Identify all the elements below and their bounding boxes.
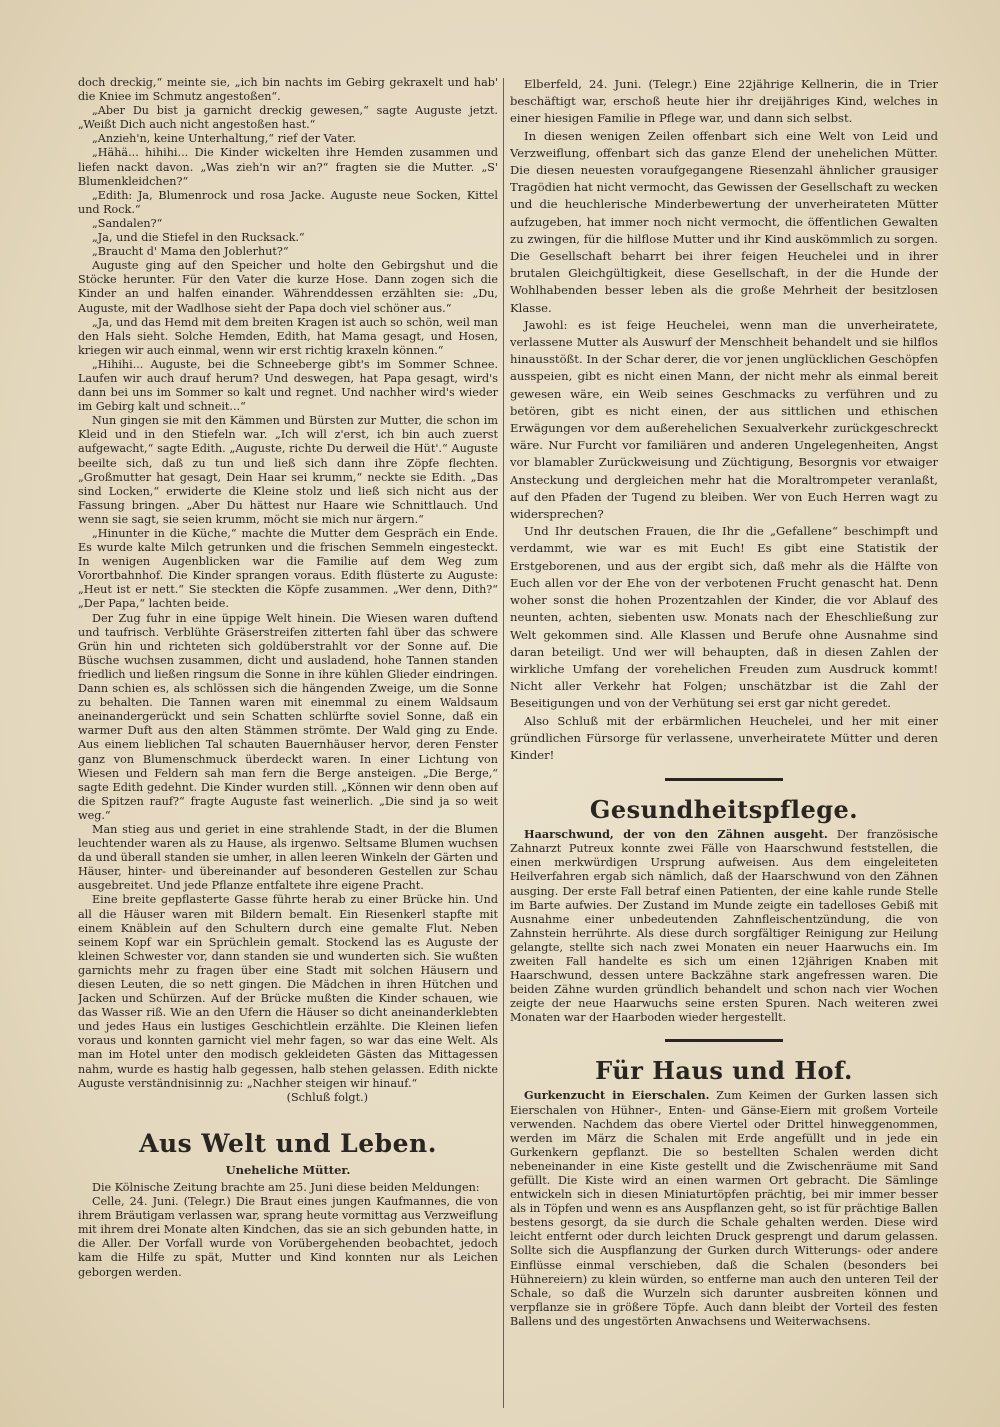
article-paragraph: Also Schluß mit der erbärmlichen Heuchelei, und her mit einer gründlichen Fürsorge für verlassene, unverheiratete Mütter und deren Kinder! [510,713,938,762]
right-column [510,76,938,1411]
section-subtitle: Uneheliche Mütter. [225,1162,351,1177]
health-text: Der französische Zahnarzt Putreux konnte zwei Fälle von Haarschwund feststellen, die einen merkwürdigen Ursprung aufweisen. Aus dem eingeleiteten Heilverfahren ergab sich nämlich, daß der Haarschwund von den Zähnen ausging. Der erste Fall betraf einen Patienten, der eine kahle runde Stelle im Barte aufwies. Der Zustand im Munde zeigte ein tadelloses Gebiß mit Ausnahme einer unbedeutenden Zahnfleischentzündung, die von Zahnstein herrührte. Als diese durch sorgfältiger Reinigung zur Heilung gelangte, stellte sich nach zwei Monaten ein neuer Haarwuchs ein. Im zweiten Fall handelte es sich um einen 12jährigen Knaben mit Haarschwund, dessen untere Backzähne stark angefressen waren. Die beiden Zähne wurden gründlich behandelt und schon nach vier Wochen zeigte der neue Haarwuchs seine ersten Spuren. Nach weiteren zwei Monaten war der Haarboden wieder hergestellt. [510,828,938,1025]
section-title-haus-und-hof: Für Haus und Hof. [595,1056,853,1086]
story-paragraph: Auguste ging auf den Speicher und holte den Gebirgshut und die Stöcke herunter. Für den Vater die kurze Hose. Dann zogen sich die Kinder an und halfen einander. Währenddessen erzählten sie: „Du, Auguste, mit der Wadlhose sieht der Papa doch viel schöner aus.“ [78,259,498,315]
home-text: Zum Keimen der Gurken lassen sich Eierschalen von Hühner-, Enten- und Gänse-Eiern mit großem Vorteile verwenden. Nachdem das obere Viertel oder Drittel hinweggenommen, werden im März die Schalen mit Erde angefüllt und in jede ein Gurkenkern gepflanzt. Die so bestellten Schalen werden dicht nebeneinander in eine Kiste gestellt und die Zwischenräume mit Sand gefüllt. Die Kiste wird an einen warmen Ort gebracht. Die Sämlinge entwickeln sich in diesen Miniaturtöpfen prächtig, bei mir immer besser als in Töpfen und wenn es ans Auspflanzen geht, so ist für prächtige Ballen bestens gesorgt, da sie durch die Schale gehalten werden. Diese wird leicht entfernt oder durch leichten Druck gesprengt und darum gelassen. Sollte sich die Auspflanzung der Gurken durch Witterungs- oder andere Einflüsse einmal verschieben, daß die Schalen (besonders bei Hühnereiern) zu klein würden, so entferne man auch den unteren Teil der Schale, so daß die Wurzeln sich darunter ausbreiten können und verpflanze sie in größere Töpfe. Auch dann bleibt der Vorteil des festen Ballens und des ungestörten Anwachsens und Weiterwachsens. [510,1089,938,1328]
story-paragraph: „Sandalen?“ [92,216,163,230]
article-paragraph: Elberfeld, 24. Juni. (Telegr.) Eine 22jährige Kellnerin, die in Trier beschäftigt war, erschoß heute hier ihr dreijähriges Kind, welches in einer hiesigen Familie in Pflege war, und dann sich selbst. [510,77,938,126]
story-paragraph: doch dreckig,“ meinte sie, „ich bin nachts im Gebirg gekraxelt und hab' die Kniee im Schmutz angestoßen“. [78,76,498,104]
health-lead: Haarschwund, der von den Zähnen ausgeht. [524,827,828,842]
section-paragraph: Die Kölnische Zeitung brachte am 25. Juni diese beiden Meldungen: [92,1180,480,1194]
section-title-welt-und-leben: Aus Welt und Leben. [139,1128,437,1158]
story-paragraph: „Hihihi... Auguste, bei die Schneeberge gibt's im Sommer Schnee. Laufen wir auch drauf herum? Und deswegen, hat Papa gesagt, wird's dann bei uns im Sommer so kalt und regnet. Und nachher wird's wieder im Gebirg kalt und schneit...“ [78,357,498,414]
article-paragraph: In diesen wenigen Zeilen offenbart sich eine Welt von Leid und Verzweiflung, offenbart sich das ganze Elend der unehelichen Mütter. Die diesen neuesten voraufgegangene Riesenzahl ähnlicher grausiger Tragödien hat nicht vermocht, das Gewissen der Gesellschaft zu wecken und die heuchlerische Minderbewertung der unverheirateten Mütter aufzugeben, hat immer noch nicht vermocht, die öffentlichen Gewalten zu zwingen, für die hilflose Mutter und ihr Kind auskömmlich zu sorgen. Die Gesellschaft beharrt bei ihrer feigen Heuchelei und in ihrer brutalen Gleichgültigkeit, diese Gesellschaft, in der die Hunde der Wohlhabenden besser leben als die große Mehrheit der besitzlosen Klasse. [510,128,938,315]
section-separator [665,778,783,781]
story-paragraph: Der Zug fuhr in eine üppige Welt hinein. Die Wiesen waren duftend und taufrisch. Verblühte Gräserstreifen zitterten fahl über das schwere Grün hin und richteten sich goldüberstrahlt vor der Sonne auf. Die Büsche wuchsen zusammen, dicht und ausladend, hohe Tannen standen friedlich und ließen ringsum die Sonne in ihre kühlen Glieder eindringen. Dann schien es, als schlössen sich die hängenden Zweige, um die Sonne zu behalten. Die Tannen waren mit einemmal zu einem Waldsaum aneinandergerückt und sein Schatten schlürfte soviel Sonne, daß ein warmer Duft aus den alten Stämmen strömte. Der Wald ging zu Ende. Aus einem lieblichen Tal schauten Bauernhäuser hervor, deren Fenster ganz von Blumenschmuck überdeckt waren. In einer Lichtung von Wiesen und Feldern sah man fern die Berge ansteigen. „Die Berge,“ sagte Edith gedehnt. Die Kinder wurden still. „Können wir denn oben auf die Spitzen rauf?“ fragte Auguste fast weinerlich. „Die sind ja so weit weg.“ [78,611,498,822]
health-section [510,827,938,1025]
left-column [78,76,498,1411]
home-lead: Gurkenzucht in Eierschalen. [524,1088,710,1103]
home-section [510,1088,938,1329]
story-paragraph: „Hähä... hihihi... Die Kinder wickelten ihre Hemden zusammen und liefen nackt davon. „Was zieh'n wir an?“ fragten sie die Mutter. „S' Blumenkleidchen?“ [78,146,498,188]
story-continuation-note: (Schluß folgt.) [286,1090,368,1104]
story-paragraph: „Ja, und das Hemd mit dem breiten Kragen ist auch so schön, weil man den Hals sieht. Solche Hemden, Edith, hat Mama gesagt, und Hosen, kriegen wir auch einmal, wenn wir erst richtig kraxeln können.“ [78,315,498,357]
story-paragraph: „Aber Du bist ja garnicht dreckig gewesen,“ sagte Auguste jetzt. „Weißt Dich auch nicht angestoßen hast.“ [78,104,498,132]
section-paragraph: Celle, 24. Juni. (Telegr.) Die Braut eines jungen Kaufmannes, die von ihrem Bräutigam verlassen war, sprang heute vormittag aus Verzweiflung mit ihrem drei Monate alten Kindchen, das sie an sich gebunden hatte, in die Aller. Der Vorfall wurde von Vorübergehenden beobachtet, jedoch kam die Hilfe zu spät, Mutter und Kind konnten nur als Leichen geborgen werden. [78,1195,498,1279]
story-paragraph: Eine breite gepflasterte Gasse führte herab zu einer Brücke hin. Und all die Häuser waren mit Bildern bemalt. Ein Riesenkerl stapfte mit einem Knäblein auf den Schultern durch eine gemalte Flut. Neben seinem Kopf war ein Sprüchlein gemalt. Stockend las es Auguste der kleinen Schwester vor, dann standen sie und wunderten sich. Sie wußten garnichts mehr zu fragen über eine Stadt mit solchen Häusern und diesen Leuten, die so nett gingen. Die Mädchen in ihren Hütchen und Jacken und Schürzen. Auf der Brücke mußten die Kinder schauen, wie das Wasser riß. Wie an den Ufern die Häuser so dicht aneinanderklebten und jedes Haus ein lustiges Geschichtlein erzählte. Die Kleinen liefen voraus und konnten garnicht viel mehr fagen, so war das eine Welt. Als man im Hotel unter den modisch gekleideten Gästen das Mittagessen nahm, wurde es hastig halb gegessen, halb stehen gelassen. Edith nickte Auguste verständnisinnig zu: „Nachher steigen wir hinauf.“ [78,893,498,1090]
story-paragraph: „Hinunter in die Küche,“ machte die Mutter dem Gespräch ein Ende. Es wurde kalte Milch getrunken und die frischen Semmeln eingesteckt. In wenigen Augenblicken war die Familie auf dem Weg zum Vorortbahnhof. Die Kinder sprangen voraus. Edith flüsterte zu Auguste: „Heut ist er nett.“ Sie steckten die Köpfe zusammen. „Wer denn, Dith?“ „Der Papa,“ lachten beide. [78,527,498,611]
story-paragraph: „Edith: Ja, Blumenrock und rosa Jacke. Auguste neue Socken, Kittel und Rock.“ [78,188,498,216]
story-paragraph: „Anzieh'n, keine Unterhaltung,“ rief der Vater. [92,132,357,146]
story-paragraph: „Ja, und die Stiefel in den Rucksack.“ [92,231,305,245]
article-paragraph: Und Ihr deutschen Frauen, die Ihr die „Gefallene“ beschimpft und verdammt, wie war es mit Euch! Es gibt eine Statistik der Erstgeborenen, und aus der ergibt sich, daß mehr als die Hälfte von Euch allen vor der Ehe von der verbotenen Frucht genascht hat. Denn woher sonst die hohen Prozentzahlen der Kinder, die vor Ablauf des neunten, achten, siebenten usw. Monats nach der Eheschließung zur Welt gekommen sind. Alle Klassen und Berufe ohne Ausnahme sind daran beteiligt. Und wer will behaupten, daß in diesen Zahlen der wirkliche Umfang der vorehelichen Freuden zum Ausdruck kommt! Nicht aller Verkehr hat Folgen; unschätzbar ist die Zahl der Beseitigungen und von der Verhütung sei erst gar nicht geredet. [510,524,938,711]
section-separator [665,1039,783,1042]
section-title-gesundheitspflege: Gesundheitspflege. [589,795,859,825]
story-paragraph: Man stieg aus und geriet in eine strahlende Stadt, in der die Blumen leuchtender waren als zu Hause, als irgenwo. Seltsame Blumen wuchsen da und überall standen sie umher, in allen leeren Winkeln der Gärten und Häuser, hinter- und übereinander auf besonderen Gestellen zur Schau ausgebreitet. Und jede Pflanze entfaltete ihre eigene Pracht. [78,822,498,893]
article-paragraph: Jawohl: es ist feige Heuchelei, wenn man die unverheiratete, verlassene Mutter als Auswurf der Menschheit behandelt und sie hilflos hinausstößt. In der Schar derer, die vor jenen unglücklichen Geschöpfen ausspeien, gibt es nicht einen Mann, der nicht mehr als einmal bereit gewesen wäre, ein Weib seines Geschmacks zu verführen und zu betören, gibt es nicht einen, der aus sittlichen und ethischen Erwägungen vor dem außerehelichen Sexualverkehr zurückgeschreckt wäre. Nur Furcht vor familiären und anderen Ungelegenheiten, Angst vor blamabler Zurückweisung und Züchtigung, Besorgnis vor etwaiger Ansteckung und dergleichen mehr hat die Moraltrompeter veranlaßt, auf den Pfaden der Tugend zu bleiben. Wer von Euch Herren wagt zu widersprechen? [510,317,938,522]
column-divider [503,78,504,1408]
story-paragraph: „Braucht d' Mama den Joblerhut?“ [92,245,289,259]
story-paragraph: Nun gingen sie mit den Kämmen und Bürsten zur Mutter, die schon im Kleid und in den Stiefeln war. „Ich will z'erst, ich bin auch zuerst aufgewacht,“ sagte Edith. „Auguste, richte Du derweil die Hüt'.“ Auguste beeilte sich, daß zu tun und ließ sich dann ihre Zöpfe flechten. „Großmutter hat gesagt, Dein Haar sei krumm,“ neckte sie Edith. „Das sind Locken,“ erwiderte die Kleine stolz und ließ sich nicht aus der Fassung bringen. „Aber Du hättest nur Haare wie Schnittlauch. Und wenn sie sagt, sie seien krumm, möcht sie mich nur ärgern.“ [78,414,498,526]
